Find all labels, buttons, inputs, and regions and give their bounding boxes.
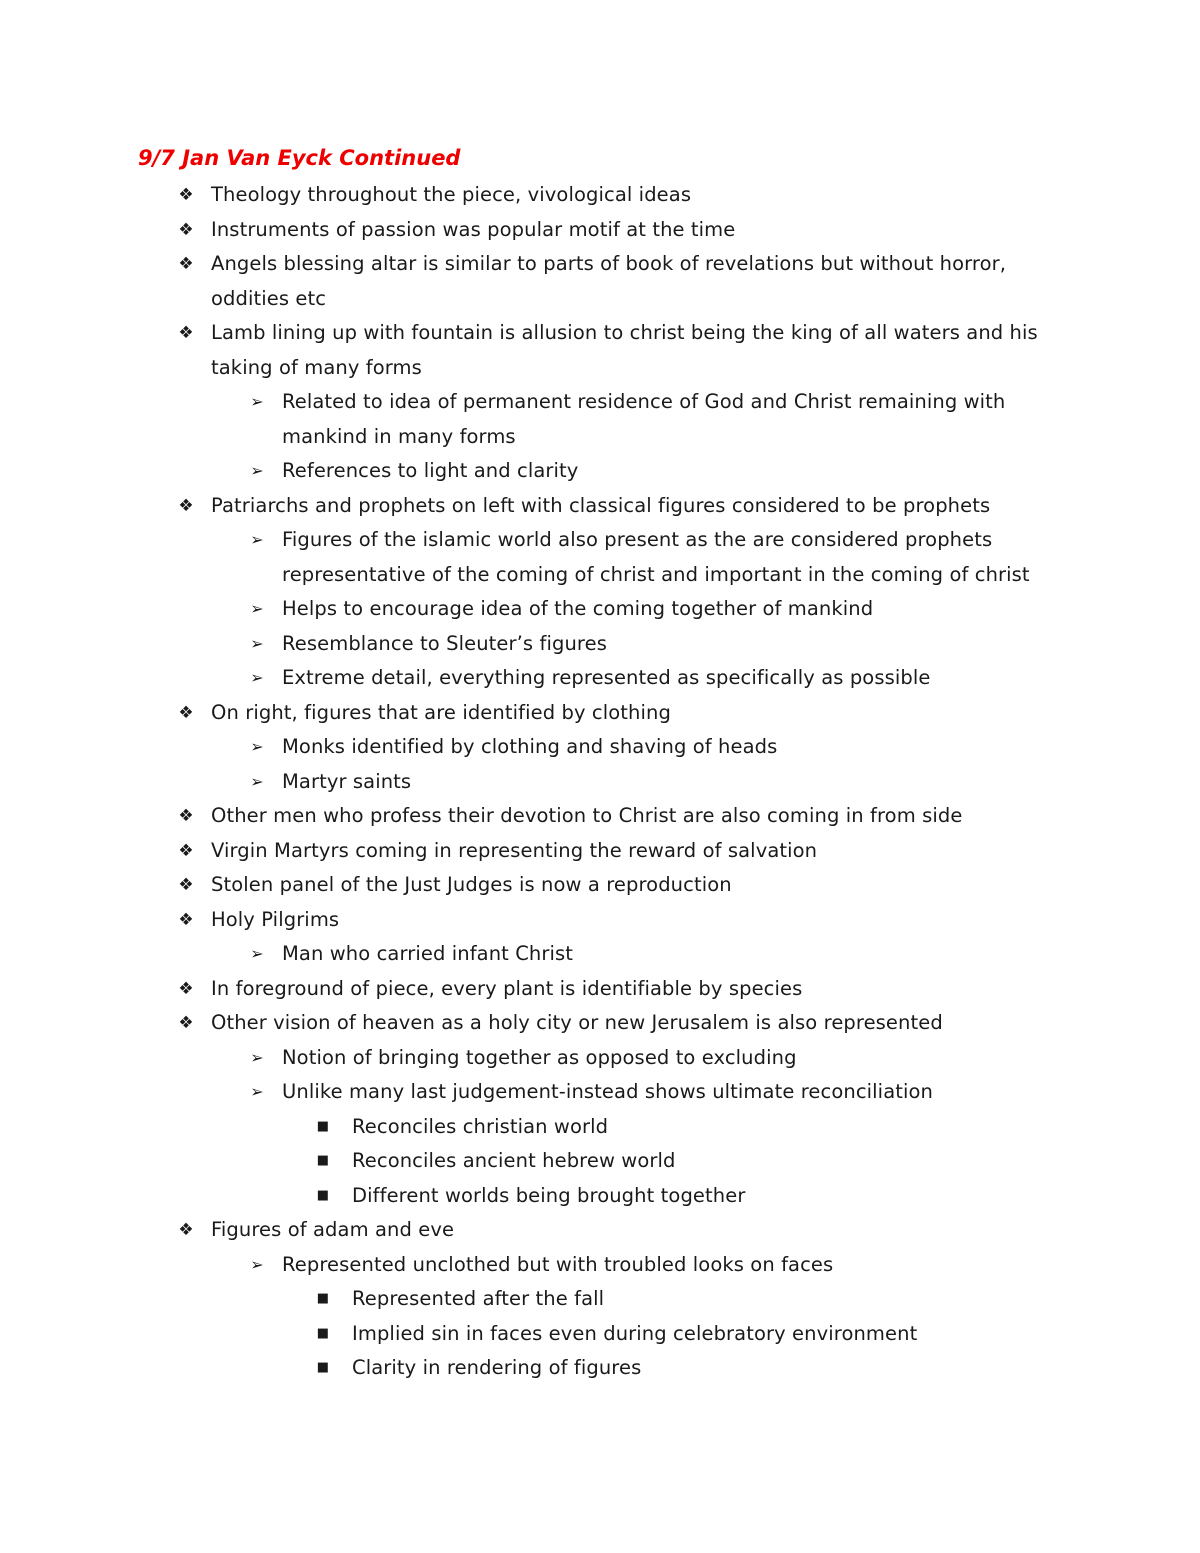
list-item-text: Reconciles christian world	[352, 1114, 609, 1138]
arrow-bullet-icon: ➢	[250, 599, 264, 618]
list-item	[0, 489, 1061, 524]
list-item	[0, 834, 1061, 869]
list-item	[0, 592, 1072, 627]
list-item-text: Monks identified by clothing and shaving of heads	[282, 735, 778, 758]
list-item	[0, 1317, 1052, 1352]
list-item-text: Represented after the fall	[352, 1287, 605, 1310]
list-item-text: Reconciles ancient hebrew world	[352, 1149, 676, 1172]
list-item	[0, 1248, 1072, 1283]
list-item	[0, 454, 1072, 489]
arrow-bullet-icon: ➢	[250, 461, 264, 480]
list-item	[0, 1282, 1052, 1317]
page-title: 9/7 Jan Van Eyck Continued	[138, 146, 461, 170]
arrow-bullet-icon: ➢	[250, 1047, 264, 1067]
square-bullet-icon: ■	[316, 1291, 330, 1306]
list-item-text: Patriarchs and prophets on left with classical figures considered to be prophets	[211, 493, 991, 517]
list-item	[0, 1075, 1072, 1110]
list-item-text: Theology throughout the piece, vivological ideas	[211, 183, 692, 206]
list-item-text: Man who carried infant Christ	[282, 942, 574, 965]
list-item-text: Figures of adam and eve	[211, 1218, 455, 1241]
list-item-text: Clarity in rendering of figures	[352, 1356, 642, 1379]
list-item	[0, 765, 1072, 800]
list-item-text: Helps to encourage idea of the coming together of mankind	[282, 597, 874, 620]
arrow-bullet-icon: ➢	[250, 392, 264, 411]
list-item-text: In foreground of piece, every plant is identifiable by species	[211, 976, 803, 1000]
arrow-bullet-icon: ➢	[250, 1254, 264, 1274]
list-item	[0, 1351, 1052, 1386]
arrow-bullet-icon: ➢	[250, 668, 264, 687]
list-item	[0, 1144, 1052, 1179]
arrow-bullet-icon: ➢	[250, 737, 264, 756]
list-item	[0, 247, 1061, 316]
diamond-bullet-icon: ❖	[178, 495, 194, 516]
list-item-text: Other men who profess their devotion to Christ are also coming in from side	[211, 804, 963, 827]
list-item-text: Lamb lining up with fountain is allusion to christ being the king of all waters and his taking of many forms	[211, 321, 1038, 379]
list-item	[0, 1006, 1061, 1041]
list-item	[0, 627, 1072, 662]
list-item-text: Represented unclothed but with troubled looks on faces	[282, 1252, 834, 1276]
diamond-bullet-icon: ❖	[178, 702, 194, 723]
list-item	[0, 178, 1061, 213]
list-item	[0, 1110, 1052, 1145]
list-item-text: Different worlds being brought together	[352, 1183, 746, 1207]
list-item-text: References to light and clarity	[282, 459, 579, 482]
diamond-bullet-icon: ❖	[178, 1013, 194, 1033]
arrow-bullet-icon: ➢	[250, 771, 264, 791]
list-item-text: Other vision of heaven as a holy city or new Jerusalem is also represented	[211, 1011, 943, 1034]
diamond-bullet-icon: ❖	[178, 978, 194, 999]
list-item-text: Angels blessing altar is similar to parts of book of revelations but without horror, oddities etc	[211, 252, 1007, 310]
list-item-text: Figures of the islamic world also present as the are considered prophets representative of the coming of christ and important in the coming of christ	[282, 528, 1030, 586]
diamond-bullet-icon: ❖	[178, 185, 194, 205]
arrow-bullet-icon: ➢	[250, 1082, 264, 1101]
diamond-bullet-icon: ❖	[178, 323, 194, 343]
list-item	[0, 213, 1061, 248]
diamond-bullet-icon: ❖	[178, 875, 194, 895]
arrow-bullet-icon: ➢	[250, 944, 264, 963]
diamond-bullet-icon: ❖	[178, 254, 194, 274]
list-item-text: Martyr saints	[282, 769, 412, 793]
list-item-text: Instruments of passion was popular motif at the time	[211, 217, 736, 241]
list-item-text: On right, figures that are identified by clothing	[211, 700, 671, 724]
list-item	[0, 1213, 1061, 1248]
list-item	[0, 696, 1061, 731]
list-item	[0, 316, 1061, 385]
list-item-text: Holy Pilgrims	[211, 907, 340, 931]
diamond-bullet-icon: ❖	[178, 840, 194, 861]
square-bullet-icon: ■	[316, 1360, 330, 1375]
list-item-text: Notion of bringing together as opposed to excluding	[282, 1045, 797, 1069]
arrow-bullet-icon: ➢	[250, 633, 264, 653]
list-item	[0, 523, 1072, 592]
list-item-text: Related to idea of permanent residence of God and Christ remaining with mankind in many forms	[282, 390, 1006, 448]
list-item-text: Extreme detail, everything represented as specifically as possible	[282, 666, 931, 689]
diamond-bullet-icon: ❖	[178, 219, 194, 240]
list-item	[0, 799, 1061, 834]
square-bullet-icon: ■	[316, 1153, 330, 1168]
list-item	[0, 661, 1072, 696]
list-item	[0, 385, 1072, 454]
list-item-text: Virgin Martyrs coming in representing the reward of salvation	[211, 838, 818, 862]
list-item	[0, 1041, 1072, 1076]
diamond-bullet-icon: ❖	[178, 1220, 194, 1240]
list-item-text: Stolen panel of the Just Judges is now a reproduction	[211, 873, 732, 896]
notes-list	[0, 178, 1200, 1386]
list-item	[0, 730, 1072, 765]
arrow-bullet-icon: ➢	[250, 530, 264, 549]
list-item-text: Resemblance to Sleuter’s figures	[282, 631, 607, 655]
list-item	[0, 1179, 1052, 1214]
list-item-text: Unlike many last judgement-instead shows ultimate reconciliation	[282, 1080, 933, 1103]
list-item	[0, 868, 1061, 903]
diamond-bullet-icon: ❖	[178, 909, 194, 930]
list-item	[0, 972, 1061, 1007]
square-bullet-icon: ■	[316, 1118, 330, 1134]
list-item-text: Implied sin in faces even during celebratory environment	[352, 1321, 918, 1345]
square-bullet-icon: ■	[316, 1187, 330, 1203]
list-item	[0, 903, 1061, 938]
square-bullet-icon: ■	[316, 1325, 330, 1341]
diamond-bullet-icon: ❖	[178, 806, 194, 826]
list-item	[0, 937, 1072, 972]
